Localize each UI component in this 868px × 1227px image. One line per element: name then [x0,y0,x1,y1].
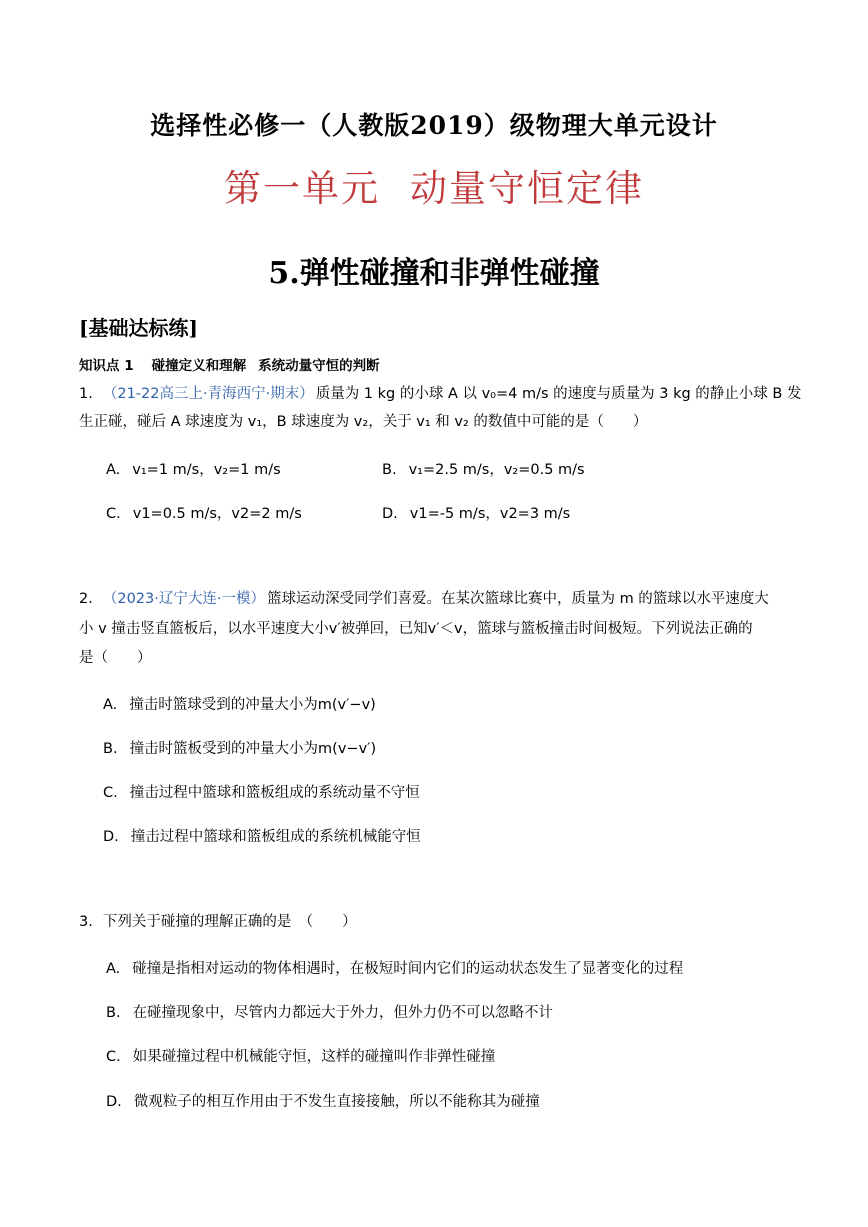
question-2-line-1 [79,584,791,614]
option-text: 撞击时篮球受到的冲量大小为m(v′−v) [129,697,376,713]
lesson-title: 5.弹性碰撞和非弹性碰撞 [268,256,600,291]
question-text: 质量为 1 kg 的小球 A 以 v₀=4 m/s 的速度与质量为 3 kg 的静止小球 B 发 [315,386,802,402]
question-2-line-3: 是（ ） [79,650,152,666]
option-letter: D. [103,829,119,845]
option-text: 碰撞是指相对运动的物体相遇时，在极短时间内它们的运动状态发生了显著变化的过程 [132,961,684,977]
option-letter: C. [106,506,121,522]
question-3-line-1 [79,907,791,937]
option-letter: C. [103,785,118,801]
question-2-option-c[interactable] [103,781,420,802]
question-2-option-a[interactable] [103,693,376,714]
option-text: v₁=2.5 m/s，v₂=0.5 m/s [408,462,585,478]
question-3-option-c[interactable] [106,1045,495,1066]
series-title: 选择性必修一（人教版2019）级物理大单元设计 [150,111,718,140]
option-letter: A. [106,462,121,478]
option-text: 撞击过程中篮球和篮板组成的系统机械能守恒 [130,829,421,845]
option-letter: A. [103,697,118,713]
question-3-option-b[interactable] [106,1001,553,1022]
section-label: [基础达标练] [79,316,198,340]
option-letter: A. [106,961,121,977]
question-1-line-2: 生正碰，碰后 A 球速度为 v₁，B 球速度为 v₂，关于 v₁ 和 v₂ 的数值中可能的是（ ） [79,414,648,430]
knowledge-point-heading [79,354,380,374]
option-text: 如果碰撞过程中机械能守恒，这样的碰撞叫作非弹性碰撞 [132,1049,496,1065]
question-1-line-1 [79,379,802,409]
question-number: 1. [79,386,93,402]
option-text: 撞击时篮板受到的冲量大小为m(v−v′) [129,741,377,757]
question-1-option-c[interactable] [106,502,302,523]
question-source: （21-22高三上·青海西宁·期末） [102,386,314,402]
question-3-option-a[interactable] [106,957,683,978]
option-letter: B. [106,1005,121,1021]
unit-number: 第一单元 [224,167,380,210]
option-letter: B. [103,741,118,757]
question-number: 3. [79,914,93,930]
question-1-option-b[interactable] [382,458,585,479]
knowledge-point-number: 知识点 1 [79,358,134,374]
unit-name: 动量守恒定律 [410,167,644,210]
unit-title [0,158,868,212]
option-letter: C. [106,1049,121,1065]
option-text: v1=0.5 m/s，v2=2 m/s [132,506,302,522]
question-source: （2023·辽宁大连·一模） [102,591,265,607]
question-2-option-b[interactable] [103,737,376,758]
question-2-line-2: 小 v 撞击竖直篮板后，以水平速度大小v′被弹回，已知v′＜v，篮球与篮板撞击时间极短。下列说法正确的 [79,621,753,637]
option-text: v₁=1 m/s，v₂=1 m/s [132,462,281,478]
knowledge-point-topic: 系统动量守恒的判断 [258,358,380,374]
option-letter: D. [106,1094,122,1110]
knowledge-point-name: 碰撞定义和理解 [151,358,247,374]
question-3-option-d[interactable] [106,1090,540,1111]
option-text: 在碰撞现象中，尽管内力都远大于外力，但外力仍不可以忽略不计 [132,1005,554,1021]
option-letter: D. [382,506,398,522]
option-text: v1=-5 m/s，v2=3 m/s [409,506,571,522]
question-text: 下列关于碰撞的理解正确的是 （ ） [102,914,357,930]
question-1-option-a[interactable] [106,458,281,479]
question-number: 2. [79,591,93,607]
question-2-option-d[interactable] [103,825,421,846]
option-letter: B. [382,462,397,478]
option-text: 撞击过程中篮球和篮板组成的系统动量不守恒 [129,785,420,801]
option-text: 微观粒子的相互作用由于不发生直接接触，所以不能称其为碰撞 [133,1094,540,1110]
question-1-option-d[interactable] [382,502,570,523]
question-text: 篮球运动深受同学们喜爱。在某次篮球比赛中，质量为 m 的篮球以水平速度大 [266,591,769,607]
